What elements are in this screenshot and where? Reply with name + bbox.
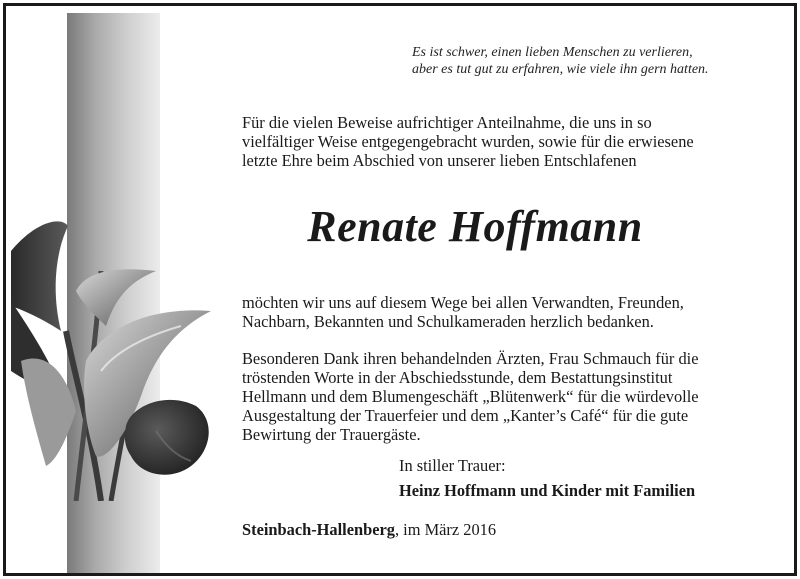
- text-line: letzte Ehre beim Abschied von unserer lieben Entschlafenen: [242, 151, 637, 170]
- calla-lily-image: [6, 211, 236, 501]
- obituary-notice: [3, 3, 797, 576]
- thanks-paragraph: [242, 293, 684, 331]
- text-line: Ausgestaltung der Trauerfeier und dem „Kanter’s Café“ für die gute: [242, 406, 689, 425]
- text-line: Besonderen Dank ihren behandelnden Ärzten, Frau Schmauch für die: [242, 349, 699, 368]
- quote-line: aber es tut gut zu erfahren, wie viele ihn gern hatten.: [412, 62, 709, 77]
- opening-quote: [412, 44, 709, 78]
- text-line: Nachbarn, Bekannten und Schulkameraden herzlich bedanken.: [242, 312, 654, 331]
- intro-paragraph: [242, 113, 694, 170]
- date-text: , im März 2016: [394, 520, 497, 539]
- deceased-name: Renate Hoffmann: [307, 202, 643, 251]
- special-thanks-paragraph: [242, 349, 699, 444]
- mourning-heading: In stiller Trauer:: [399, 456, 506, 475]
- quote-line: Es ist schwer, einen lieben Menschen zu verlieren,: [412, 45, 693, 60]
- family-signature: Heinz Hoffmann und Kinder mit Familien: [399, 481, 696, 500]
- place-and-date: [242, 520, 496, 539]
- town-name: Steinbach-Hallenberg: [242, 520, 395, 539]
- text-line: Für die vielen Beweise aufrichtiger Anteilnahme, die uns in so: [242, 113, 652, 132]
- text-line: Bewirtung der Trauergäste.: [242, 425, 421, 444]
- text-line: tröstenden Worte in der Abschiedsstunde, dem Bestattungsinstitut: [242, 368, 673, 387]
- text-line: möchten wir uns auf diesem Wege bei allen Verwandten, Freunden,: [242, 293, 684, 312]
- text-line: vielfältiger Weise entgegengebracht wurden, sowie für die erwiesene: [242, 132, 694, 151]
- text-line: Hellmann und dem Blumengeschäft „Blütenwerk“ für die würdevolle: [242, 387, 699, 406]
